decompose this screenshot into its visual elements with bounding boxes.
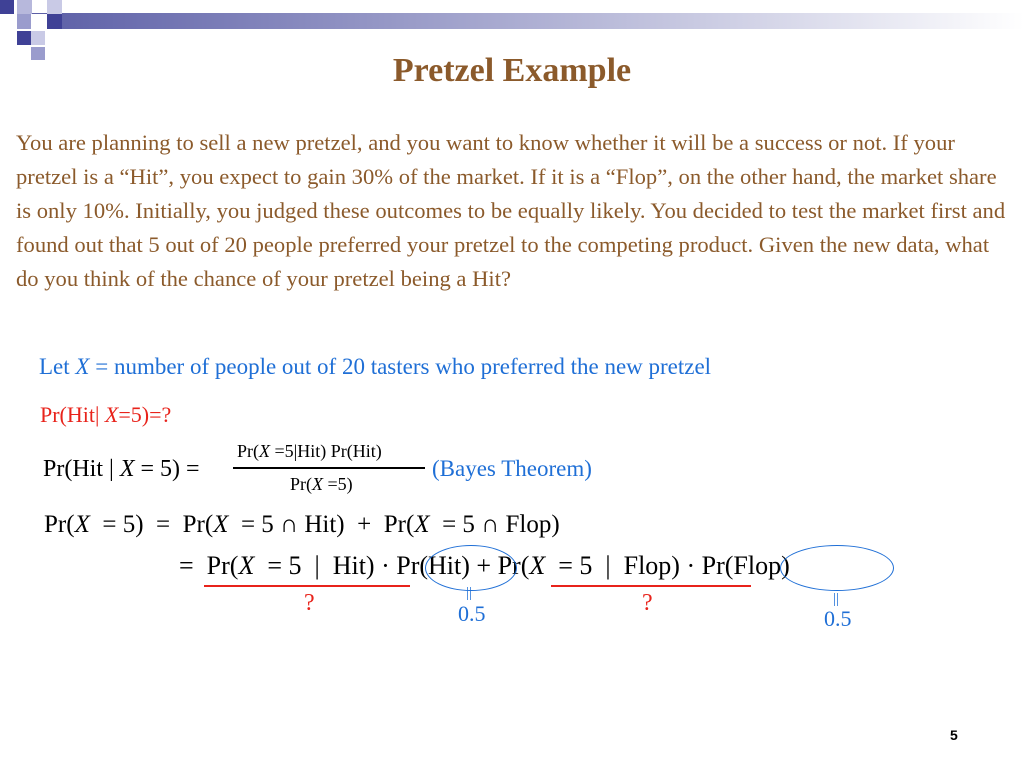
prior-flop-value: 0.5 — [824, 606, 852, 631]
equals-flop: || — [833, 591, 840, 607]
let-rest: = number of people out of 20 tasters who preferred the new pretzel — [89, 354, 712, 379]
likelihood-hit-underline — [204, 585, 410, 587]
eq1-var2: X — [213, 511, 229, 538]
denominator-var: X — [312, 474, 323, 494]
eq2-var1: X — [238, 551, 255, 580]
question-variable: X — [104, 402, 119, 427]
numerator-b: =5|Hit) Pr(Hit) — [270, 441, 382, 461]
likelihood-flop-underline — [551, 585, 751, 587]
fraction-bar — [233, 467, 425, 469]
bayes-denominator — [290, 474, 353, 495]
unknown-flop-likelihood: ? — [642, 590, 653, 616]
problem-paragraph: You are planning to sell a new pretzel, and you want to know whether it will be a success or not. If your pretzel is a “Hit”, you expect to gain 30% of the market. If it is a “Flop”, on the other hand, the market share is only 10%. Initially, you judged these outcomes to be equally likely. You decided to test the market first and found out that 5 out of 20 people preferred your pretzel to the competing product. Given the new data, what do you think of the chance of your pretzel being a Hit? — [16, 130, 1006, 291]
bayes-lhs-var: X — [119, 456, 135, 482]
eq2-var2: X — [529, 551, 546, 580]
prior-flop-circle — [780, 545, 894, 591]
bayes-numerator — [237, 441, 382, 462]
eq2-a: = Pr( — [179, 551, 239, 580]
equals-hit: || — [466, 585, 473, 601]
total-probability-line-1 — [44, 511, 560, 539]
eq1-var1: X — [74, 511, 90, 538]
bayes-lhs — [43, 456, 200, 483]
bayes-lhs-b: = 5) = — [134, 456, 200, 482]
numerator-var: X — [259, 441, 270, 461]
bayes-lhs-a: Pr(Hit | — [43, 456, 120, 482]
bayes-theorem-note: (Bayes Theorem) — [432, 456, 592, 481]
eq2-c: = 5 | Flop) · Pr(Flop) — [545, 551, 790, 580]
page-number: 5 — [950, 727, 958, 743]
denominator-a: Pr( — [290, 474, 312, 494]
unknown-hit-likelihood: ? — [304, 590, 315, 616]
eq1-c: = 5 ∩ Hit) + Pr( — [228, 511, 415, 538]
denominator-b: =5) — [323, 474, 353, 494]
eq1-var3: X — [414, 511, 430, 538]
eq1-a: Pr( — [44, 511, 75, 538]
let-prefix: Let — [39, 354, 76, 379]
numerator-a: Pr( — [237, 441, 259, 461]
variable-definition — [39, 354, 711, 380]
posterior-question — [40, 402, 171, 428]
prior-hit-value: 0.5 — [458, 601, 486, 626]
let-variable: X — [75, 354, 90, 379]
question-part-a: Pr(Hit| — [40, 402, 105, 427]
slide-title: Pretzel Example — [392, 52, 632, 89]
eq1-b: = 5) = Pr( — [89, 511, 214, 538]
eq2-b: = 5 | Hit) · Pr(Hit) + Pr( — [254, 551, 530, 580]
eq1-d: = 5 ∩ Flop) — [429, 511, 560, 538]
question-part-b: =5)=? — [118, 402, 172, 427]
